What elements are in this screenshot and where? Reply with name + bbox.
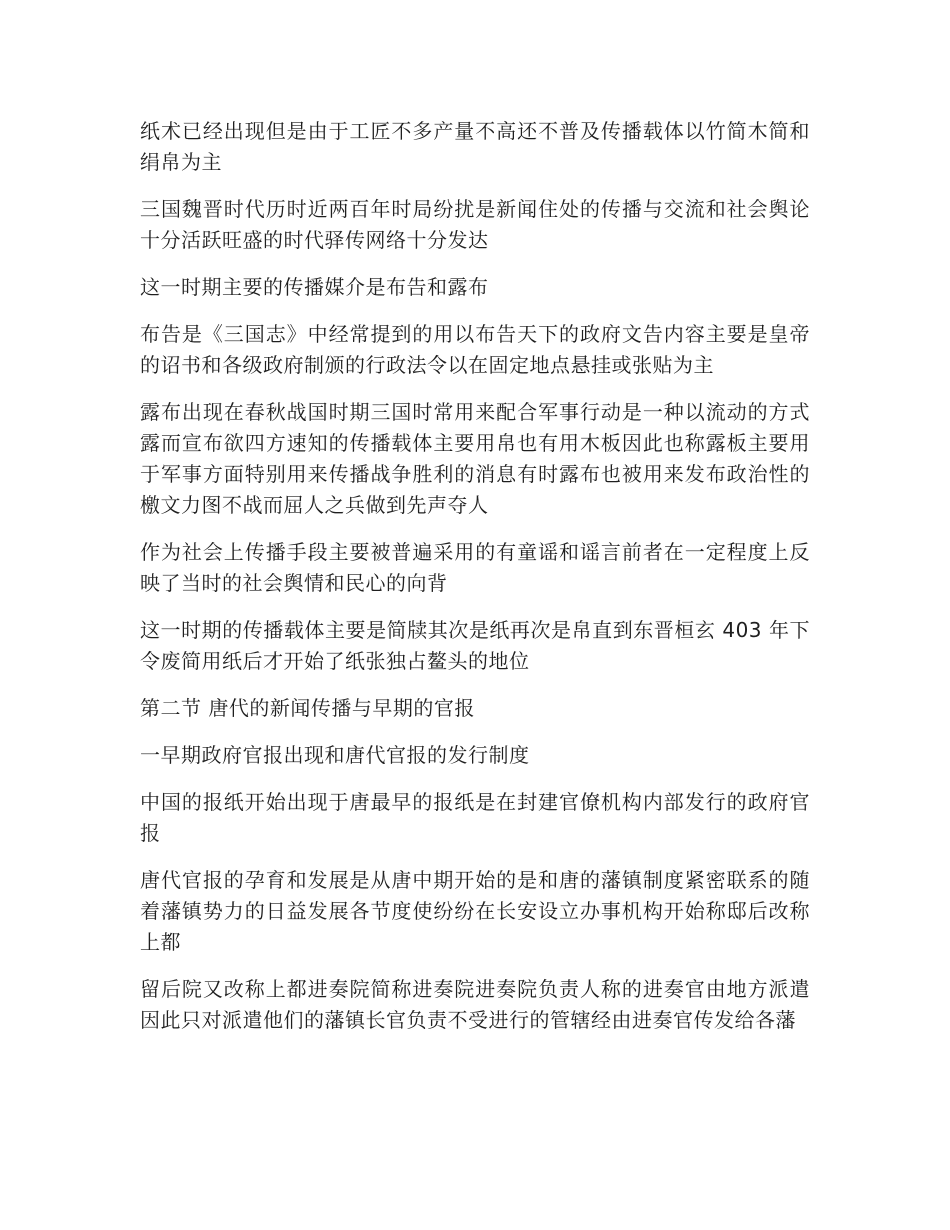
paragraph: 留后院又改称上都进奏院简称进奏院进奏院负责人称的进奏官由地方派遣因此只对派遣他们的藩镇长官负责不受进行的管辖经由进奏官传发给各藩 [140,977,810,1032]
document-body [140,116,810,1052]
paragraph: 中国的报纸开始出现于唐最早的报纸是在封建官僚机构内部发行的政府官报 [140,790,810,845]
paragraph: 作为社会上传播手段主要被普遍采用的有童谣和谣言前者在一定程度上反映了当时的社会舆情和民心的向背 [140,540,810,595]
paragraph: 露布出现在春秋战国时期三国时常用来配合军事行动是一种以流动的方式露而宣布欲四方速知的传播载体主要用帛也有用木板因此也称露板主要用于军事方面特别用来传播战争胜利的消息有时露布也被用来发布政治性的檄文力图不战而屈人之兵做到先声夺人 [140,400,810,517]
paragraph: 三国魏晋时代历时近两百年时局纷扰是新闻住处的传播与交流和社会舆论十分活跃旺盛的时代驿传网络十分发达 [140,197,810,252]
paragraph: 纸术已经出现但是由于工匠不多产量不高还不普及传播载体以竹简木简和绢帛为主 [140,119,810,174]
paragraph: 唐代官报的孕育和发展是从唐中期开始的是和唐的藩镇制度紧密联系的随着藩镇势力的日益发展各节度使纷纷在长安设立办事机构开始称邸后改称上都 [140,868,810,954]
paragraph: 这一时期主要的传播媒介是布告和露布 [140,275,489,299]
subsection-heading: 一早期政府官报出现和唐代官报的发行制度 [140,743,530,767]
paragraph: 布告是《三国志》中经常提到的用以布告天下的政府文告内容主要是皇帝的诏书和各级政府制颁的行政法令以在固定地点悬挂或张贴为主 [140,322,810,377]
paragraph: 这一时期的传播载体主要是简牍其次是纸再次是帛直到东晋桓玄 403 年下令废简用纸后才开始了纸张独占鳌头的地位 [140,618,810,673]
section-heading: 第二节 唐代的新闻传播与早期的官报 [140,696,475,720]
